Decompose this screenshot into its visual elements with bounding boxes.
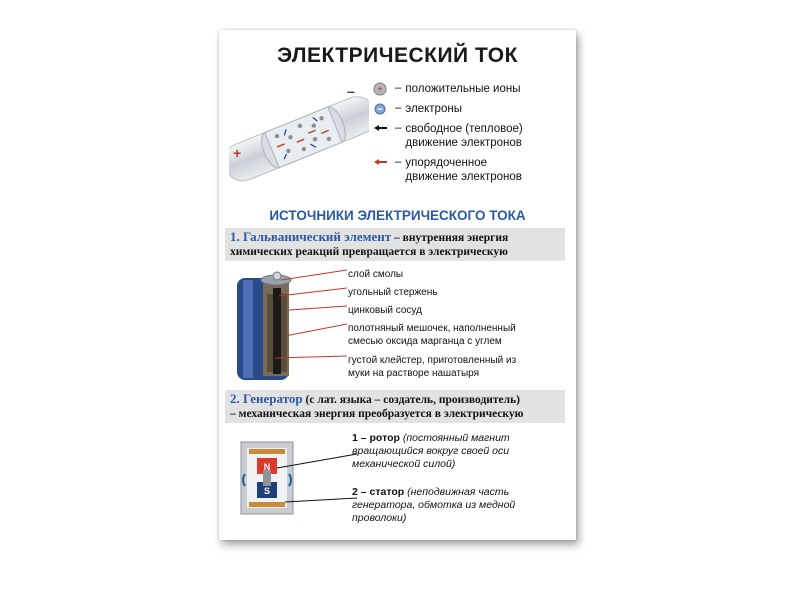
poster	[219, 30, 576, 540]
magnet-north: N	[263, 462, 271, 472]
generator-band	[225, 390, 565, 423]
galvanic-heading: 1. Гальванический элемент	[230, 229, 392, 244]
legend-electrons: – электроны	[373, 102, 462, 116]
black-arrow-icon	[373, 122, 391, 134]
poster-title: ЭЛЕКТРИЧЕСКИЙ ТОК	[277, 44, 518, 67]
generator-desc-1: (с лат. языка – создатель, производитель)	[302, 394, 521, 406]
rotor-desc-1: (постоянный магнит	[402, 432, 510, 444]
stator-desc-2: генератора, обмотка из медной	[352, 499, 516, 511]
rotor-desc-2: вращающийся вокруг своей оси	[352, 445, 510, 457]
legend-electrons-label: электроны	[405, 103, 462, 115]
generator-illustration	[239, 440, 359, 520]
legend-positive-ions: + – положительные ионы	[373, 82, 521, 96]
rotor-entry	[352, 432, 510, 471]
part-zinc-vessel: цинковый сосуд	[348, 305, 422, 316]
red-arrow-icon	[373, 156, 391, 168]
magnet-south: S	[263, 486, 271, 496]
stator-label: 2 – статор	[352, 486, 405, 498]
legend-ordered-motion-line2: движение электронов	[405, 171, 522, 183]
legend-free-motion-line2: движение электронов	[405, 137, 522, 149]
stator-desc-3: проволоки)	[352, 512, 407, 524]
part-carbon-rod: угольный стержень	[348, 287, 438, 298]
rotor-label: 1 – ротор	[352, 432, 400, 444]
legend-positive-ions-label: положительные ионы	[405, 83, 521, 95]
stator-entry	[352, 486, 515, 525]
part-paste-line2: муки на растворе нашатыря	[348, 368, 480, 379]
galvanic-band	[225, 228, 565, 261]
minus-terminal: –	[347, 83, 355, 99]
galvanic-desc-2: химических реакций превращается в электрическую	[230, 246, 508, 258]
stator-desc-1: (неподвижная часть	[407, 486, 510, 498]
part-linen-bag-line2: смесью оксида марганца с углем	[348, 336, 502, 347]
galvanic-desc-1: – внутренняя энергия	[391, 232, 509, 244]
part-resin-layer: слой смолы	[348, 269, 404, 280]
generator-heading: 2. Генератор	[230, 391, 303, 406]
sources-title: ИСТОЧНИКИ ЭЛЕКТРИЧЕСКОГО ТОКА	[269, 208, 526, 223]
legend-free-motion: – свободное (тепловое) движение электронов	[373, 122, 523, 150]
galvanic-cell-illustration	[229, 266, 349, 386]
positive-ion-icon	[373, 82, 391, 94]
electron-icon	[373, 102, 391, 114]
part-linen-bag-line1: полотняный мешочек, наполненный	[348, 323, 516, 334]
part-paste-line1: густой клейстер, приготовленный из	[348, 355, 517, 366]
legend-free-motion-line1: свободное (тепловое)	[405, 123, 523, 135]
generator-desc-2: – механическая энергия преобразуется в электрическую	[230, 408, 524, 420]
rotor-desc-3: механической силой)	[352, 458, 456, 470]
conductor-illustration	[229, 82, 369, 192]
legend-ordered-motion-line1: упорядоченное	[405, 157, 488, 169]
plus-terminal: +	[233, 145, 242, 161]
legend-ordered-motion: – упорядоченное движение электронов	[373, 156, 522, 184]
svg-text:+: +	[377, 84, 383, 96]
